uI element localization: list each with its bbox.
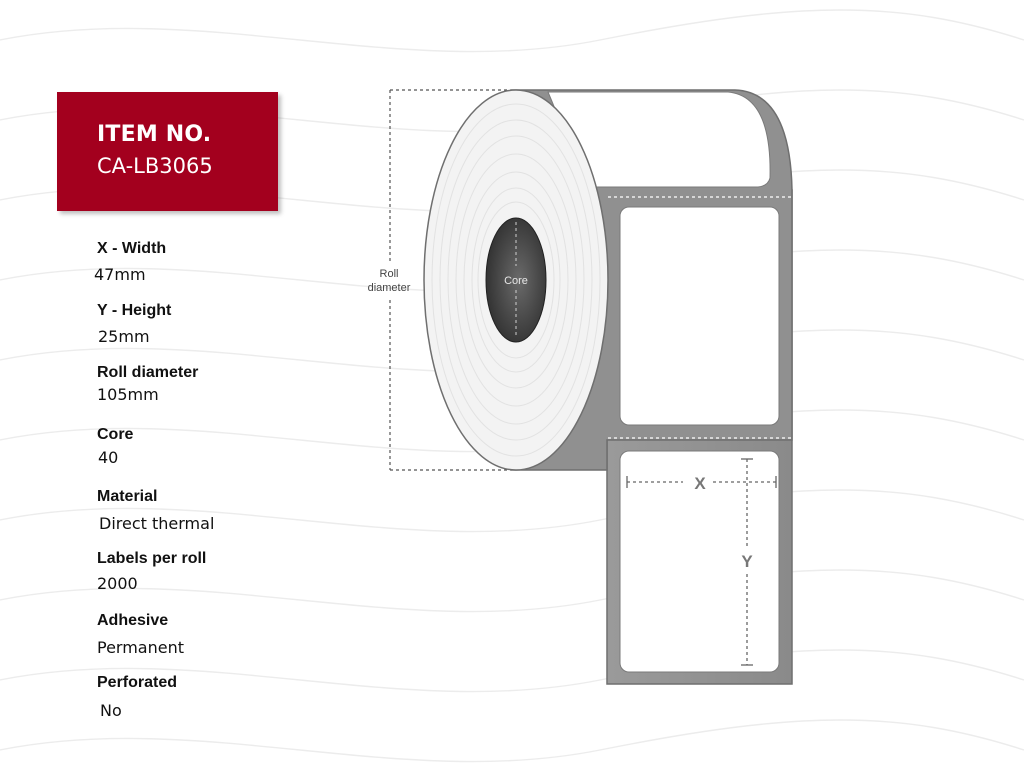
x-dimension-label: X xyxy=(694,474,706,493)
spec-value: 105mm xyxy=(97,385,159,404)
y-dimension-label: Y xyxy=(741,552,753,571)
spec-label: Labels per roll xyxy=(97,550,207,567)
item-number-heading: ITEM NO. xyxy=(97,122,212,147)
core-label: Core xyxy=(504,275,528,287)
spec-value: Permanent xyxy=(97,638,185,657)
spec-value: Direct thermal xyxy=(99,514,215,533)
spec-label: Perforated xyxy=(97,674,178,691)
spec-label: X - Width xyxy=(97,240,167,257)
item-number-code: CA-LB3065 xyxy=(97,154,213,178)
spec-label: Core xyxy=(97,426,134,443)
spec-label: Roll diameter xyxy=(97,364,199,381)
spec-label: Y - Height xyxy=(97,302,172,319)
roll-diameter-label-line1: Roll xyxy=(379,268,399,280)
spec-value: 25mm xyxy=(98,327,150,346)
spec-label: Adhesive xyxy=(97,612,169,629)
spec-value: 2000 xyxy=(97,574,138,593)
spec-value: 40 xyxy=(98,448,119,467)
spec-label: Material xyxy=(97,488,158,505)
spec-value: 47mm xyxy=(94,265,146,284)
label-sticker xyxy=(620,207,779,425)
roll-diameter-label-line2: diameter xyxy=(367,282,411,294)
spec-value: No xyxy=(100,701,122,720)
